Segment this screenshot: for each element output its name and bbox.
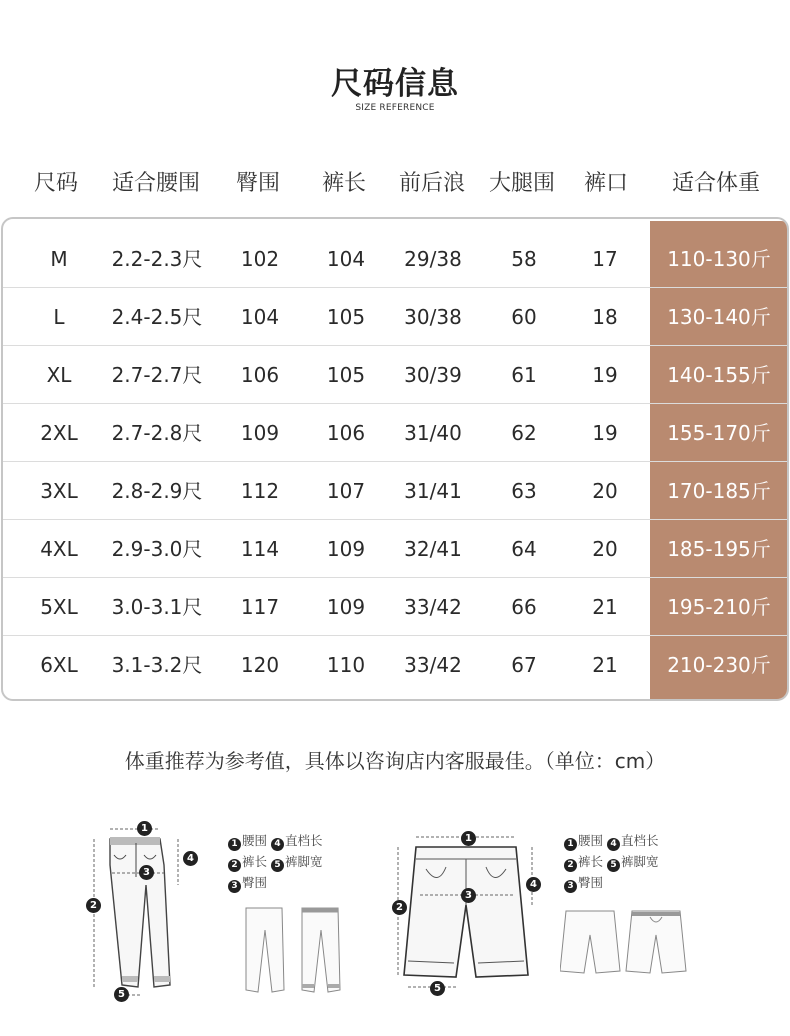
cell-hem: 20 [592,537,618,561]
legend-item: 1 腰围 [564,833,603,848]
cell-rise: 29/38 [404,247,462,271]
marker-hem-right: 5 [430,981,445,996]
cell-hip: 106 [240,363,280,387]
table-row [3,636,787,694]
cell-hem: 21 [592,653,618,677]
cell-length: 107 [326,479,366,503]
marker-length-right: 2 [392,900,407,915]
cell-rise: 30/38 [404,305,462,329]
legend-item: 5 裤脚宽 [607,854,659,869]
cell-thigh: 67 [511,653,537,677]
cell-thigh: 60 [511,305,537,329]
cell-waist: 2.7-2.7尺 [111,363,203,387]
cell-hip: 114 [240,537,280,561]
cell-waist: 2.8-2.9尺 [111,479,203,503]
shorts-thumbnails [560,905,690,985]
cell-weight: 110-130斤 [667,247,771,271]
marker-hem-left: 5 [114,987,129,1002]
cell-hem: 20 [592,479,618,503]
cell-size: XL [46,363,72,387]
cell-thigh: 66 [511,595,537,619]
cell-rise: 30/39 [404,363,462,387]
cell-hip: 120 [240,653,280,677]
cell-hip: 102 [240,247,280,271]
table-row [3,578,787,636]
cell-length: 105 [326,305,366,329]
cell-length: 109 [326,595,366,619]
cell-length: 105 [326,363,366,387]
cell-length: 104 [326,247,366,271]
cell-hip: 112 [240,479,280,503]
cell-size: 3XL [40,479,78,503]
table-row [3,404,787,462]
cell-length: 106 [326,421,366,445]
header-thigh: 大腿围 [488,171,555,196]
cell-weight: 155-170斤 [667,421,771,445]
cell-weight: 140-155斤 [667,363,771,387]
marker-length-left: 2 [86,898,101,913]
table-row [3,346,787,404]
legend-item: 4 直档长 [607,833,659,848]
trousers-thumbnails [238,900,358,998]
legend-item: 3 臀围 [228,875,267,890]
cell-weight: 130-140斤 [667,305,771,329]
cell-thigh: 61 [511,363,537,387]
legend-item: 1 腰围 [228,833,267,848]
table-row [3,520,787,578]
cell-size: 4XL [40,537,78,561]
legend-item: 4 直档长 [271,833,323,848]
page-title: 尺码信息 [331,66,459,102]
cell-hem: 17 [592,247,618,271]
cell-hem: 21 [592,595,618,619]
legend-item: 5 裤脚宽 [271,854,323,869]
cell-size: L [53,305,65,329]
cell-hem: 19 [592,421,618,445]
trousers-diagram [80,815,220,1005]
cell-waist: 3.0-3.1尺 [111,595,203,619]
cell-waist: 2.9-3.0尺 [111,537,203,561]
cell-rise: 33/42 [404,595,462,619]
marker-rise-left: 4 [183,851,198,866]
cell-thigh: 63 [511,479,537,503]
cell-hip: 117 [240,595,280,619]
marker-waist-left: 1 [137,821,152,836]
marker-rise-right: 4 [526,877,541,892]
cell-size: M [50,247,68,271]
cell-hip: 109 [240,421,280,445]
cell-waist: 2.4-2.5尺 [111,305,203,329]
cell-thigh: 64 [511,537,537,561]
cell-length: 109 [326,537,366,561]
cell-hip: 104 [240,305,280,329]
cell-rise: 31/41 [404,479,462,503]
cell-size: 2XL [40,421,78,445]
weight-note: 体重推荐为参考值，具体以咨询店内客服最佳。（单位：cm） [124,749,666,773]
legend-item: 3 臀围 [564,875,603,890]
cell-length: 110 [326,653,366,677]
cell-waist: 3.1-3.2尺 [111,653,203,677]
cell-hem: 19 [592,363,618,387]
marker-hip-right: 3 [461,888,476,903]
header-length: 裤长 [321,171,366,196]
header-rise: 前后浪 [398,171,465,196]
shorts-diagram [386,825,546,1000]
cell-rise: 33/42 [404,653,462,677]
cell-weight: 195-210斤 [667,595,771,619]
table-row [3,462,787,520]
header-hem: 裤口 [583,171,628,196]
header-size: 尺码 [33,171,78,196]
cell-size: 5XL [40,595,78,619]
table-row [3,288,787,346]
measurement-legend-right [564,830,659,893]
header-waist: 适合腰围 [111,171,200,196]
measurement-legend-left [228,830,323,893]
cell-size: 6XL [40,653,78,677]
cell-thigh: 58 [511,247,537,271]
cell-waist: 2.2-2.3尺 [111,247,203,271]
header-weight: 适合体重 [671,171,760,196]
marker-hip-left: 3 [139,865,154,880]
cell-thigh: 62 [511,421,537,445]
marker-waist-right: 1 [461,831,476,846]
size-table [1,217,789,701]
legend-item: 2 裤长 [228,854,267,869]
page-subtitle: SIZE REFERENCE [355,103,435,113]
cell-waist: 2.7-2.8尺 [111,421,203,445]
table-row [3,230,787,288]
cell-weight: 170-185斤 [667,479,771,503]
cell-hem: 18 [592,305,618,329]
cell-weight: 185-195斤 [667,537,771,561]
header-hip: 臀围 [235,171,280,196]
cell-rise: 32/41 [404,537,462,561]
legend-item: 2 裤长 [564,854,603,869]
cell-rise: 31/40 [404,421,462,445]
cell-weight: 210-230斤 [667,653,771,677]
